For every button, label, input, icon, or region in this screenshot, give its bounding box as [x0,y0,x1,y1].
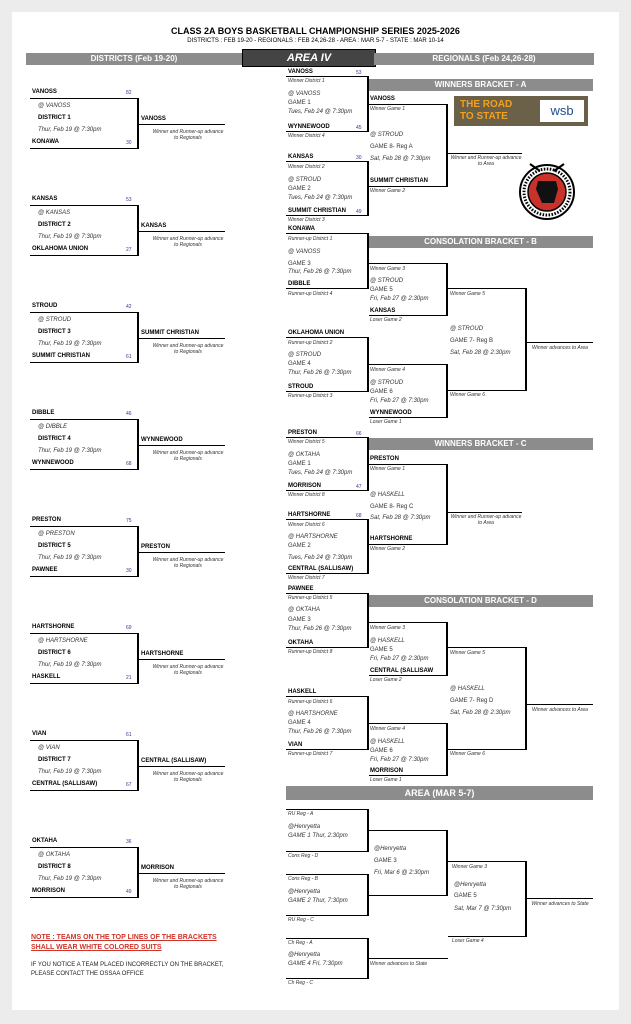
team-seed: 49 [356,209,362,215]
district-winner: CENTRAL (SALLISAW) [141,758,207,764]
team-name: SUMMIT CHRISTIAN [288,208,346,214]
game-time: Thur, Feb 19 @ 7:30pm [38,448,102,454]
district-name: DISTRICT 1 [38,115,71,121]
bracket-header: CONSOLATION BRACKET - D [368,595,593,607]
schedule-subtitle: DISTRICTS : FEB 19-20 - REGIONALS : FEB 24,26-28 - AREA : MAR 5-7 - STATE : MAR 10-14 [187,38,444,44]
team-name: WYNNEWOOD [288,124,330,130]
game-time: Thur, Feb 19 @ 7:30pm [38,234,102,240]
game-time: Thur, Feb 19 @ 7:30pm [38,876,102,882]
team-name: VANOSS [288,69,313,75]
team-name: STROUD [32,303,58,309]
team-seed: 42 [126,304,132,310]
advance-note: Winner and Runner-up advance to Area [450,514,522,526]
game-time: Thur, Feb 19 @ 7:30pm [38,555,102,561]
advance-note: Winner and Runner-up advance to Regionals [152,129,224,141]
bracket-header: WINNERS BRACKET - C [368,438,593,450]
advance-note: Winner and Runner-up advance to Regionals [152,557,224,569]
team-seed: 36 [126,839,132,845]
uniform-note: SHALL WEAR WHITE COLORED SUITS [31,944,162,951]
team-seed: 30 [126,568,132,574]
road-to-state-logo: THE ROAD TO STATE wsb [454,96,588,126]
districts-header: DISTRICTS (Feb 19-20) [26,53,242,65]
bracket-header: AREA (MAR 5-7) [286,786,593,800]
team-name: OKTAHA [288,640,314,646]
game-site: @ STROUD [38,317,72,323]
game-site: @ PRESTON [38,531,75,537]
team-name: KONAWA [288,226,315,232]
team-name: KANSAS [288,154,314,160]
team-name: WYNNEWOOD [370,410,412,416]
team-name: PRESTON [288,430,317,436]
team-seed: 61 [126,732,132,738]
team-seed: 21 [126,675,132,681]
contact-note: PLEASE CONTACT THE OSSAA OFFICE [31,971,144,977]
team-name: VIAN [288,742,303,748]
team-seed: 67 [126,782,132,788]
district-name: DISTRICT 7 [38,757,71,763]
team-name: MORRISON [288,483,321,489]
team-name: VANOSS [370,96,395,102]
team-name: OKTAHA [32,838,58,844]
advance-note: Winner and Runner-up advance to Area [450,155,522,167]
team-seed: 68 [126,461,132,467]
contact-note: IF YOU NOTICE A TEAM PLACED INCORRECTLY ON THE BRACKET, [31,962,224,968]
team-seed: 66 [356,431,362,437]
district-name: DISTRICT 5 [38,543,71,549]
team-seed: 46 [126,411,132,417]
team-seed: 68 [356,513,362,519]
team-name: CENTRAL (SALLISAW [370,668,434,674]
advance-note: Winner and Runner-up advance to Regionals [152,771,224,783]
team-name: HARTSHORNE [288,512,331,518]
district-winner: WYNNEWOOD [141,437,183,443]
bracket-page: CLASS 2A BOYS BASKETBALL CHAMPIONSHIP SERIES 2025-2026 DISTRICTS : FEB 19-20 - REGIONALS : FEB 24,26-28 - AREA : MAR 5-7 - STATE : MAR 10-14 DISTRICTS (Feb 19-20) AREA IV REGIONALS (Feb 24,26-28) VANOSS 82 @ VANOSS DISTRICT 1 Thur, Feb 19 @ 7:30pm KONAWA 30 VANOSS Winner and Runner-up advance to Regionals KANSAS 53 @ KANSAS DISTRICT 2 Thur, Feb 19 @ 7:30pm OKLAHOMA UNION 27 KANSAS Winner and Runner-up advance to Regionals STROUD 42 @ STROUD DISTRICT 3 Thur, Feb 19 @ 7:30pm SUMMIT CHRISTIAN 61 SUMMIT CHRISTIAN Winner and Runner-up advance to Regionals DIBBLE 46 @ DIBBLE DISTRICT 4 Thur, Feb 19 @ 7:30pm WYNNEWOOD 68 WYNNEWOOD Winner and Runner-up advance to Regionals PRESTON 75 @ PRESTON DISTRICT 5 Thur, Feb 19 @ 7:30pm PAWNEE 30 PRESTON Winner and Runner-up advance to Regionals HARTSHORNE 69 @ HARTSHORNE DISTRICT 6 Thur, Feb 19 @ 7:30pm HASKELL 21 HARTSHORNE Winner and Runner-up advance to Regionals VIAN 61 @ VIAN DISTRICT 7 Thur, Feb 19 @ 7:30pm CENTRAL (SALLISAW) 67 CENTRAL (SALLISAW) Winner and Runner-up advance to Regionals OKTAHA 36 @ OKTAHA DISTRICT 8 Thur, Feb 19 @ 7:30pm MORRISON 49 MORRISON Winner and Runner-up advance to Regionals WINNERS BRACKET - A THE ROAD TO STATE wsb VANOSS 53 Winner District 1 @ VANOSS GAME 1 Tues, Feb 24 @ 7:30pm WYNNEWOOD 45 Winner District 4 VANOSS Winner Game 1 @ STROUD GAME 8- Reg A Sat, Feb 28 @ 7:30pm KANSAS 30 Winner District 2 @ STROUD GAME 2 Tues, Feb 24 @ 7:30pm SUMMIT CHRISTIAN 49 Winner District 3 SUMMIT CHRISTIAN Winner Game 2 Winner and Runner-up advance to Area CONSOLATION BRACKET - B KONAWA Runner-up District 1 @ VANOSS GAME 3 Thur, Feb 26 @ 7:30pm DIBBLE Runner-up District 4 Winner Game 3 @ STROUD GAME 5 Fri, Feb 27 @ 2:30pm KANSAS Loser Game 2 Winner Game 5 OKLAHOMA UNION Runner-up District 2 @ STROUD GAME 4 Thur, Feb 26 @ 7:30pm STROUD Runner-up District 3 Winner Game 4 @ STROUD GAME 6 Fri, Feb 27 @ 7:30pm WYNNEWOOD Loser Game 1 Winner Game 6 @ STROUD GAME 7- Reg B Sat, Feb 28 @ 2:30pm Winner advances to Area WINNERS BRACKET - C PRESTON 66 Winner District 5 @ OKTAHA GAME 1 Tues, Feb 24 @ 7:30pm MORRISON 47 Winner District 8 PRESTON Winner Game 1 @ HASKELL GAME 8- Reg C Sat, Feb 28 @ 7:30pm HARTSHORNE 68 Winner District 6 @ HARTSHORNE GAME 2 Tues, Feb 24 @ 7:30pm CENTRAL (SALLISAW) Winner District 7 HARTSHORNE Winner Game 2 Winner and Runner-up advance to Area CONSOLATION BRACKET - D PAWNEE Runner-up District 5 @ OKTAHA GAME 3 Thur, Feb 26 @ 7:30pm OKTAHA Runner-up District 8 Winner Game 3 @ HASKELL GAME 5 Fri, Feb 27 @ 2:30pm CENTRAL (SALLISAW Loser Game 2 Winner Game 5 HASKELL Runner-up District 6 @ HARTSHORNE GAME 4 Thur, Feb 26 @ 7:30pm VIAN Runner-up District 7 Winner Game 4 @ HASKELL GAME 6 Fri, Feb 27 @ 7:30pm MORRISON Loser Game 1 Winner Game 6 @ HASKELL GAME 7- Reg D Sat, Feb 28 @ 2:30pm Winner advances to Area AREA (MAR 5-7) RU Reg - A @Henryetta GAME 1 Thur, 2:30pm Cons Reg - D @Henryetta GAME 3 Fri, Mar 6 @ 2:30pm Cons Reg - B @Henryetta GAME 2 Thur, 7:30pm RU Reg - C Winner Game 3 @Henryetta GAME 5 Sat, Mar 7 @ 7:30pm Loser Game 4 Winner advances to State Ch Reg - A @Henryetta GAME 4 Fri, 7:30pm Ch Reg - C Winner advances to State NOTE : TEAMS ON THE TOP LINES OF THE BRACKETS SHALL WEAR WHITE COLORED SUITS IF YOU NOTICE A TEAM PLACED INCORRECTLY ON THE BRACKET, PLEASE CONTACT THE OSSAA OFFICE [12,12,619,1010]
page-title: CLASS 2A BOYS BASKETBALL CHAMPIONSHIP SERIES 2025-2026 [171,26,460,36]
team-name: STROUD [288,384,314,390]
bracket-header: CONSOLATION BRACKET - B [368,236,593,248]
team-name: MORRISON [32,888,65,894]
district-winner: PRESTON [141,544,170,550]
team-name: KANSAS [32,196,58,202]
team-name: SUMMIT CHRISTIAN [370,178,428,184]
team-name: KONAWA [32,139,59,145]
advance-note: Winner and Runner-up advance to Regionals [152,664,224,676]
team-seed: 30 [356,155,362,161]
team-name: DIBBLE [288,281,311,287]
team-name: HASKELL [288,689,317,695]
advance-note: Winner advances to State [370,961,428,967]
uniform-note: NOTE : TEAMS ON THE TOP LINES OF THE BRACKETS [31,934,217,941]
advance-note: Winner advances to Area [532,707,588,713]
game-time: Thur, Feb 19 @ 7:30pm [38,769,102,775]
team-name: HASKELL [32,674,61,680]
team-name: CENTRAL (SALLISAW) [288,566,354,572]
game-site: @ DIBBLE [38,424,68,430]
advance-note: Winner and Runner-up advance to Regionals [152,343,224,355]
team-name: KANSAS [370,308,396,314]
team-name: VIAN [32,731,47,737]
district-name: DISTRICT 8 [38,864,71,870]
district-winner: SUMMIT CHRISTIAN [141,330,199,336]
team-name: SUMMIT CHRISTIAN [32,353,90,359]
game-time: Thur, Feb 19 @ 7:30pm [38,662,102,668]
district-name: DISTRICT 6 [38,650,71,656]
team-seed: 27 [126,247,132,253]
game-time: Thur, Feb 19 @ 7:30pm [38,341,102,347]
team-seed: 47 [356,484,362,490]
team-seed: 30 [126,140,132,146]
game-site: @ VIAN [38,745,60,751]
advance-note: Winner and Runner-up advance to Regionals [152,236,224,248]
team-name: PRESTON [32,517,61,523]
district-winner: HARTSHORNE [141,651,184,657]
district-name: DISTRICT 2 [38,222,71,228]
team-seed: 61 [126,354,132,360]
district-name: DISTRICT 4 [38,436,71,442]
ossaa-seal-icon [518,159,576,225]
advance-note: Winner and Runner-up advance to Regionals [152,450,224,462]
team-name: PAWNEE [288,586,314,592]
team-name: HARTSHORNE [370,536,413,542]
area-header: AREA IV [242,49,376,67]
game-site: @ OKTAHA [38,852,70,858]
team-name: VANOSS [32,89,57,95]
team-seed: 69 [126,625,132,631]
team-seed: 53 [126,197,132,203]
game-time: Thur, Feb 19 @ 7:30pm [38,127,102,133]
team-name: MORRISON [370,768,403,774]
district-winner: VANOSS [141,116,166,122]
team-seed: 75 [126,518,132,524]
district-winner: MORRISON [141,865,174,871]
advance-note: Winner advances to State [531,901,589,907]
game-site: @ VANOSS [38,103,71,109]
team-name: PRESTON [370,456,399,462]
team-seed: 45 [356,125,362,131]
team-name: WYNNEWOOD [32,460,74,466]
advance-note: Winner and Runner-up advance to Regionals [152,878,224,890]
team-name: OKLAHOMA UNION [32,246,89,252]
advance-note: Winner advances to Area [532,345,588,351]
team-name: DIBBLE [32,410,55,416]
district-name: DISTRICT 3 [38,329,71,335]
team-seed: 82 [126,90,132,96]
game-site: @ KANSAS [38,210,71,216]
team-seed: 49 [126,889,132,895]
team-name: HARTSHORNE [32,624,75,630]
game-site: @ HARTSHORNE [38,638,88,644]
team-seed: 53 [356,70,362,76]
team-name: CENTRAL (SALLISAW) [32,781,98,787]
team-name: OKLAHOMA UNION [288,330,345,336]
regionals-header: REGIONALS (Feb 24,26-28) [374,53,594,65]
bracket-header: WINNERS BRACKET - A [368,79,593,91]
district-winner: KANSAS [141,223,167,229]
team-name: PAWNEE [32,567,58,573]
